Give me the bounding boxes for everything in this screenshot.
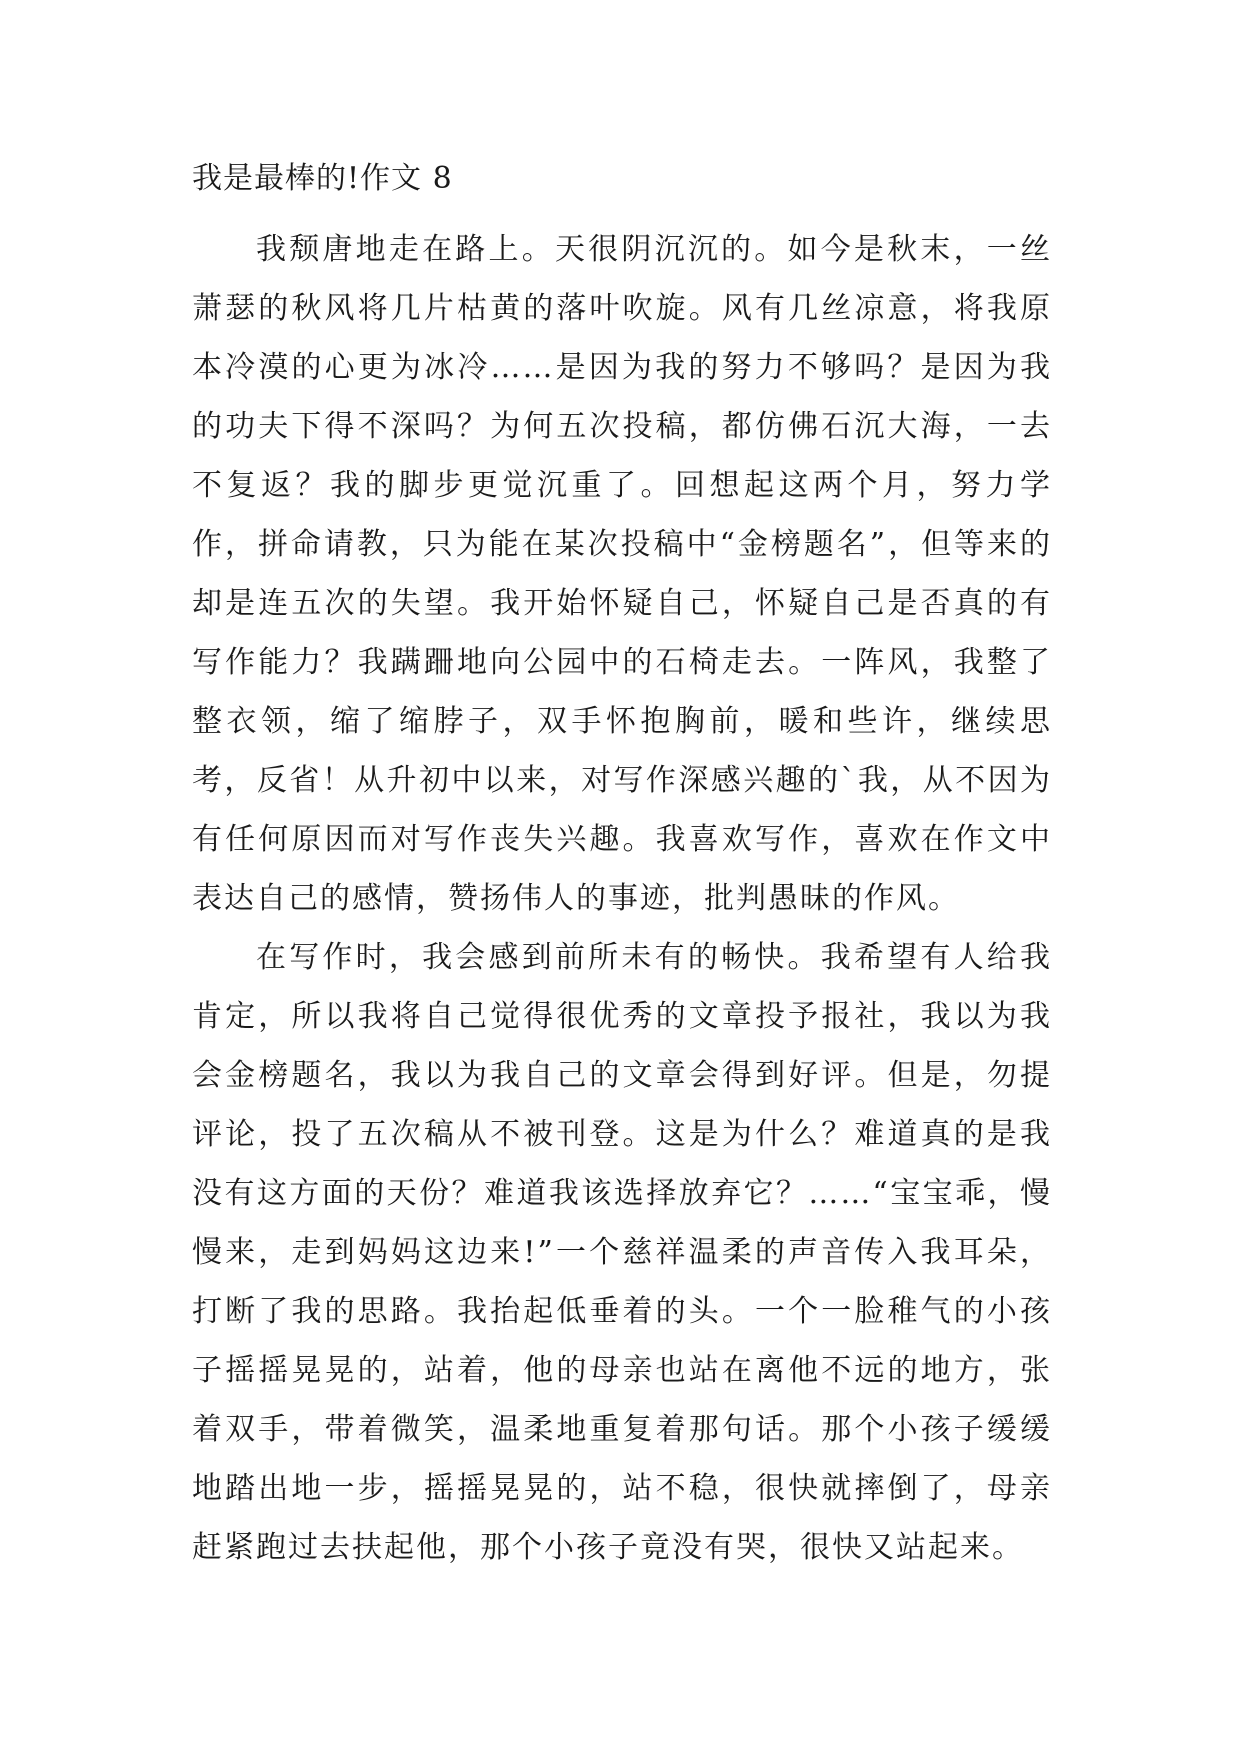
document-page — [192, 160, 1052, 1577]
essay-title: 我是最棒的!作文 8 — [192, 161, 453, 196]
essay-paragraph-1: 我颓唐地走在路上。天很阴沉沉的。如今是秋末，一丝萧瑟的秋风将几片枯黄的落叶吹旋。风有几丝凉意，将我原本冷漠的心更为冰冷……是因为我的努力不够吗？是因为我的功夫下得不深吗？为何五次投稿，都仿佛石沉大海，一去不复返？我的脚步更觉沉重了。回想起这两个月，努力学作，拼命请教，只为能在某次投稿中“金榜题名”，但等来的却是连五次的失望。我开始怀疑自己，怀疑自己是否真的有写作能力？我蹒跚地向公园中的石椅走去。一阵风，我整了整衣领，缩了缩脖子，双手怀抱胸前，暖和些许，继续思考，反省！从升初中以来，对写作深感兴趣的`我，从不因为有任何原因而对写作丧失兴趣。我喜欢写作，喜欢在作文中表达自己的感情，赞扬伟人的事迹，批判愚昧的作风。 — [192, 232, 1052, 916]
essay-paragraph-2: 在写作时，我会感到前所未有的畅快。我希望有人给我肯定，所以我将自己觉得很优秀的文章投予报社，我以为我会金榜题名，我以为我自己的文章会得到好评。但是，勿提评论，投了五次稿从不被刊登。这是为什么？难道真的是我没有这方面的天份？难道我该选择放弃它？……“宝宝乖，慢慢来，走到妈妈这边来!”一个慈祥温柔的声音传入我耳朵，打断了我的思路。我抬起低垂着的头。一个一脸稚气的小孩子摇摇晃晃的，站着，他的母亲也站在离他不远的地方，张着双手，带着微笑，温柔地重复着那句话。那个小孩子缓缓地踏出地一步，摇摇晃晃的，站不稳，很快就摔倒了，母亲赶紧跑过去扶起他，那个小孩子竟没有哭，很快又站起来。 — [192, 940, 1052, 1565]
